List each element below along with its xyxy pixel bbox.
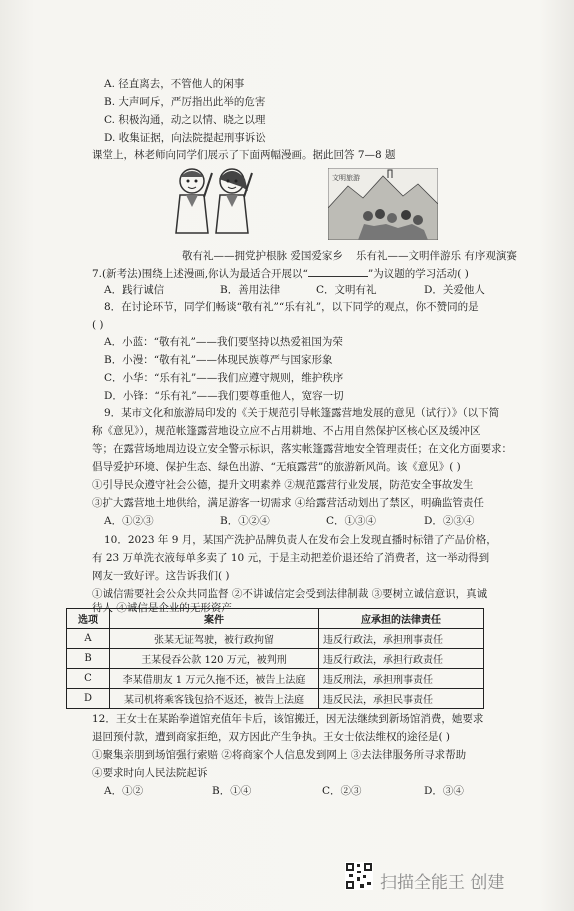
q12-option-c: C．②③ [322,785,362,797]
q7-option-d: D．关爱他人 [424,284,485,296]
q6-option-a: A. 径直离去，不管他人的闲事 [104,78,245,90]
q8-option-d: D．小锋：“乐有礼”——我们要尊重他人，宽容一切 [104,390,344,402]
table-row [67,649,484,669]
comic-music-illustration [328,168,438,240]
q8-stem: 8．在讨论环节，同学们畅谈“敬有礼”“乐有礼”，以下同学的观点，你不赞同的是 [104,301,479,313]
q12-option-b: B．①④ [212,785,252,797]
q7-blank [308,266,368,277]
table-cell: D [67,689,110,709]
comic-caption-respect: 敬有礼——拥党护根脉 爱国爱家乡 [182,250,343,262]
q6-option-c: C. 积极沟通，动之以情、晓之以理 [104,114,266,126]
q6-option-b: B. 大声呵斥，严厉指出此举的危害 [104,96,266,108]
scanner-watermark: 扫描全能王 创建 [380,873,505,893]
q8-option-c: C．小华：“乐有礼”——我们应遵守规则，维护秩序 [104,372,344,384]
table-cell: 违反刑法，承担刑事责任 [319,669,484,689]
q7-stem-post: ”为议题的学习活动( ) [367,268,469,280]
q11-legal-liability-table [66,608,484,709]
q10-line-3: 网友一致好评。这告诉我们( ) [92,570,230,582]
comic-intro: 课堂上，林老师向同学们展示了下面两幅漫画。据此回答 7—8 题 [92,149,396,161]
table-cell: 违反行政法，承担行政责任 [319,649,484,669]
q9-line-5: ①引导民众遵守社会公德，提升文明素养 ②规范露营行业发展，防范安全事故发生 [92,479,474,491]
q7-option-b: B．善用法律 [220,284,281,296]
comic-sign-label: 文明旅游 [332,174,360,182]
q12-option-a: A．①② [104,785,144,797]
table-cell: 王某侵吞公款 120 万元，被判刑 [110,649,319,669]
q9-option-b: B．①②④ [220,515,270,527]
q6-option-d: D. 收集证据，向法院提起刑事诉讼 [104,132,266,144]
q9-line-1: 9．某市文化和旅游局印发的《关于规范引导帐篷露营地发展的意见（试行）》（以下简 [104,407,500,419]
table-header-option: 选项 [67,609,110,629]
q10-line-2: 有 23 万单洗衣液每单多卖了 10 元，于是主动把差价退还给了消费者，这一举动得到 [92,552,490,564]
table-cell: 李某借朋友 1 万元久拖不还，被告上法庭 [110,669,319,689]
q10-line-1: 10．2023 年 9 月，某国产洗护品牌负责人在发布会上发现直播时标错了产品价格， [104,534,497,546]
q10-line-4: ①诚信需要社会公众共同监督 ②不讲诚信定会受到法律制裁 ③要树立诚信意识，真诚待人 ④诚信是企业的无形资产 [92,588,488,614]
q12-line-2: 退回预付款，遭到商家拒绝，双方因此产生争执。王女士依法维权的途径是( ) [92,731,451,743]
q9-line-6: ③扩大露营地土地供给，满足游客一切需求 ④给露营活动划出了禁区，明确监管责任 [92,497,484,509]
q8-option-a: A．小蓝：“敬有礼”——我们要坚持以热爱祖国为荣 [104,336,343,348]
q9-line-3: 等；在露营场地周边设立安全警示标识，落实帐篷露营地安全管理责任；在文化方面要求： [92,443,512,455]
qr-code-icon [345,862,373,890]
table-row [67,629,484,649]
q9-line-4: 倡导爱护环境、保护生态、绿色出游、“无痕露营”的旅游新风尚。该《意见》( ) [92,461,461,473]
q12-line-1: 12．王女士在某跆拳道馆充值年卡后，该馆搬迁，因无法继续到新场馆消费，她要求 [92,713,484,725]
table-cell: 违反行政法，承担刑事责任 [319,629,484,649]
q12-option-d: D．③④ [424,785,464,797]
table-header-liability: 应承担的法律责任 [319,609,484,629]
table-cell: A [67,629,110,649]
table-cell: 违反民法，承担民事责任 [319,689,484,709]
q7-stem-pre: 7.(新考法)围绕上述漫画,你认为最适合开展以“ [92,268,308,280]
table-cell: 某司机将乘客钱包拾不返还，被告上法庭 [110,689,319,709]
q7-stem [92,266,469,281]
q9-option-c: C．①③④ [326,515,377,527]
table-cell: B [67,649,110,669]
table-cell: 张某无证驾驶，被行政拘留 [110,629,319,649]
q9-line-2: 称《意见》），规范帐篷露营地设立应不占用耕地、不占用自然保护区核心区及缓冲区 [92,425,481,437]
q9-option-d: D．②③④ [424,515,475,527]
q7-option-a: A．践行诚信 [104,284,165,296]
table-row [67,689,484,709]
q8-option-b: B．小漫：“敬有礼”——体现民族尊严与国家形象 [104,354,333,366]
table-row [67,669,484,689]
comic-caption-music: 乐有礼——文明伴游乐 有序观演赛 [356,250,517,262]
table-cell: C [67,669,110,689]
q12-line-3: ①聚集亲朋到场馆强行索赔 ②将商家个人信息发到网上 ③去法律服务所寻求帮助 [92,749,467,761]
q9-option-a: A．①②③ [104,515,154,527]
comic-respect-illustration [162,163,262,243]
table-header-case: 案件 [110,609,319,629]
q7-option-c: C．文明有礼 [316,284,377,296]
q8-paren: ( ) [92,319,104,331]
q12-line-4: ④要求时向人民法院起诉 [92,767,208,779]
